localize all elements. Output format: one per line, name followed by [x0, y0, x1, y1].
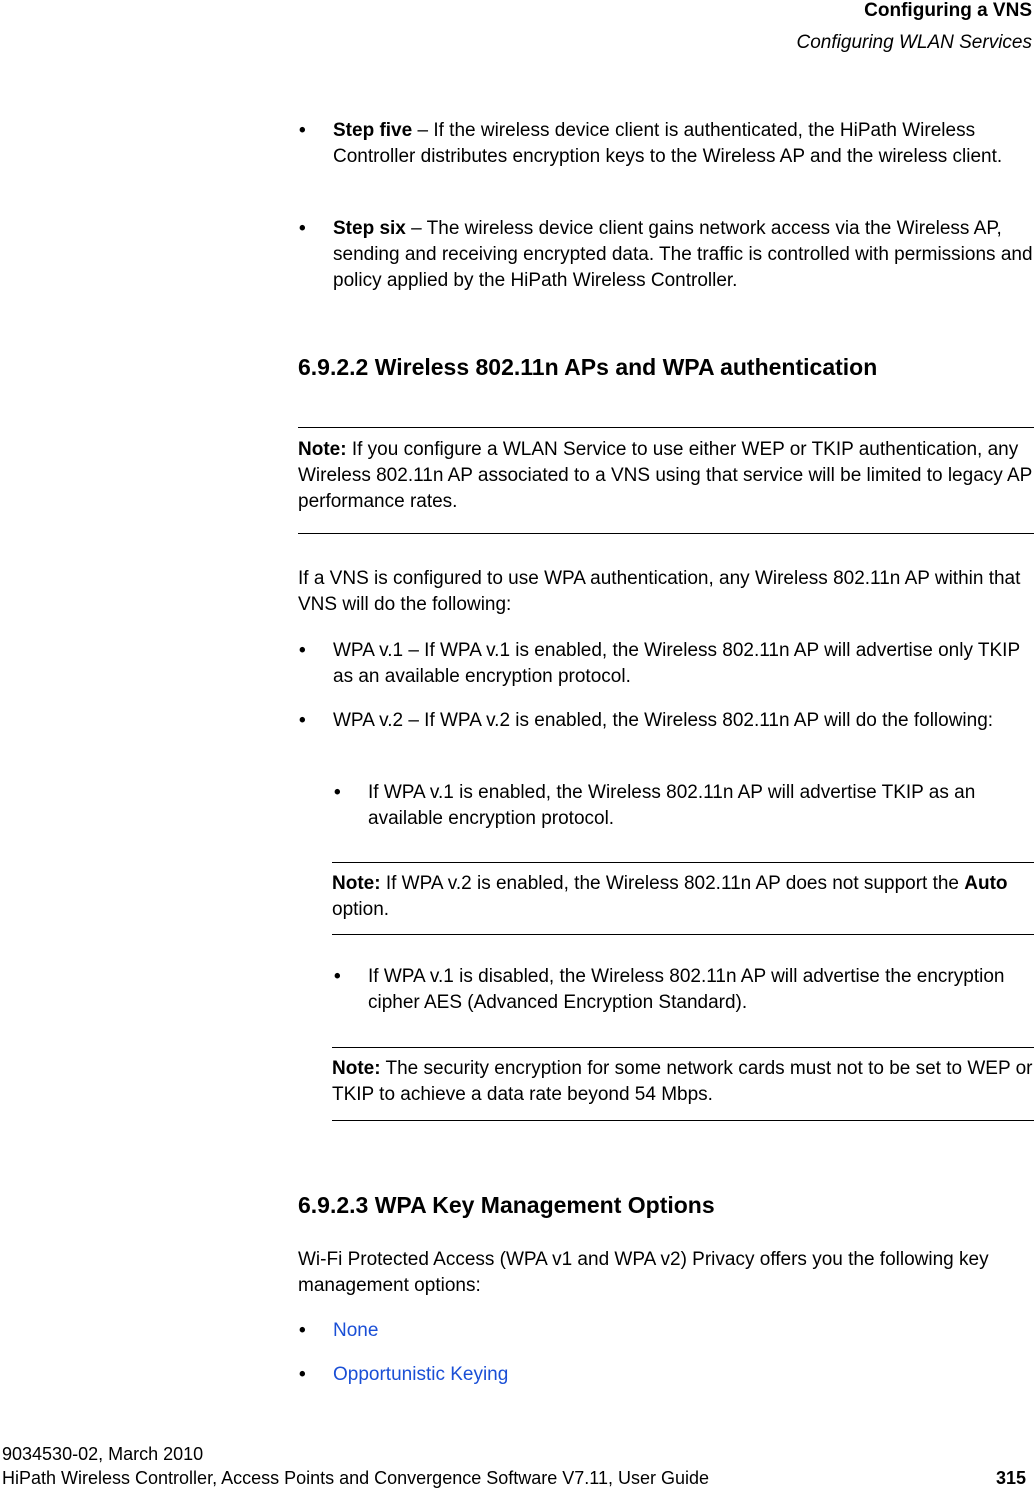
note-text: If WPA v.2 is enabled, the Wireless 802.11n AP does not support the [380, 873, 965, 894]
bullet-icon: • [299, 1320, 306, 1341]
note-label: Note: [332, 1058, 381, 1079]
note-divider-top [332, 1047, 1034, 1048]
footer-doc-title: HiPath Wireless Controller, Access Points and Convergence Software V7.11, User Guide [2, 1468, 710, 1488]
bullet-icon: • [299, 218, 306, 239]
option-opportunistic-keying[interactable] [299, 1362, 1033, 1388]
step-text: – If the wireless device client is authenticated, the HiPath Wireless Controller distributes encryption keys to the Wireless AP and the wireless client. [333, 120, 1003, 167]
note-text: option. [332, 899, 390, 920]
note-text: If you configure a WLAN Service to use either WEP or TKIP authentication, any Wireless 802.11n AP associated to a VNS using that service will be limited to legacy AP performance rates. [298, 439, 1032, 512]
note-divider-bottom [298, 533, 1034, 534]
key-mgmt-intro: Wi-Fi Protected Access (WPA v1 and WPA v2) Privacy offers you the following key management options: [298, 1249, 989, 1296]
step-label: Step five [333, 120, 413, 141]
bullet-text: WPA v.2 – If WPA v.2 is enabled, the Wireless 802.11n AP will do the following: [333, 710, 994, 731]
page-number: 315 [995, 1468, 1026, 1488]
bullet-text: WPA v.1 – If WPA v.1 is enabled, the Wireless 802.11n AP will advertise only TKIP as an available encryption protocol. [333, 640, 1020, 687]
note-auto-option [332, 871, 1034, 923]
note-legacy-rates [298, 437, 1034, 515]
note-divider-top [298, 427, 1034, 428]
note-divider-bottom [332, 934, 1034, 935]
section-heading-key-mgmt: 6.9.2.3 WPA Key Management Options [298, 1192, 715, 1218]
step-five-item [299, 118, 1033, 170]
note-divider-bottom [332, 1120, 1034, 1121]
chapter-title: Configuring a VNS [864, 0, 1032, 21]
bullet-text: If WPA v.1 is enabled, the Wireless 802.11n AP will advertise TKIP as an available encryption protocol. [368, 782, 976, 829]
section-subtitle: Configuring WLAN Services [796, 32, 1032, 53]
step-text: – The wireless device client gains network access via the Wireless AP, sending and receiving encrypted data. The traffic is controlled with permissions and policy applied by the HiPath Wireless Controller. [333, 218, 1033, 291]
sub-bullet-v1-disabled [334, 964, 1033, 1016]
bullet-icon: • [299, 120, 306, 141]
sub-bullet-v1-enabled [334, 780, 1033, 832]
opportunistic-keying-link[interactable]: Opportunistic Keying [333, 1364, 509, 1385]
wpa-intro-paragraph: If a VNS is configured to use WPA authentication, any Wireless 802.11n AP within that VNS will do the following: [298, 568, 1021, 615]
bullet-icon: • [299, 710, 306, 731]
section-heading-wpa-auth: 6.9.2.2 Wireless 802.11n APs and WPA authentication [298, 354, 878, 380]
note-divider-top [332, 862, 1034, 863]
bullet-icon: • [334, 966, 341, 987]
bullet-wpa-v2 [299, 708, 1033, 734]
bullet-icon: • [299, 640, 306, 661]
step-six-item [299, 216, 1033, 294]
note-label: Note: [298, 439, 347, 460]
none-link[interactable]: None [333, 1320, 379, 1341]
note-data-rate [332, 1056, 1034, 1108]
auto-option-label: Auto [964, 873, 1008, 894]
footer-doc-id: 9034530-02, March 2010 [2, 1444, 204, 1464]
option-none[interactable] [299, 1318, 1033, 1344]
step-label: Step six [333, 218, 406, 239]
note-text: The security encryption for some network cards must not to be set to WEP or TKIP to achieve a data rate beyond 54 Mbps. [332, 1058, 1033, 1105]
bullet-wpa-v1 [299, 638, 1033, 690]
note-label: Note: [332, 873, 381, 894]
bullet-text: If WPA v.1 is disabled, the Wireless 802.11n AP will advertise the encryption cipher AES (Advanced Encryption Standard). [368, 966, 1005, 1013]
bullet-icon: • [299, 1364, 306, 1385]
bullet-icon: • [334, 782, 341, 803]
